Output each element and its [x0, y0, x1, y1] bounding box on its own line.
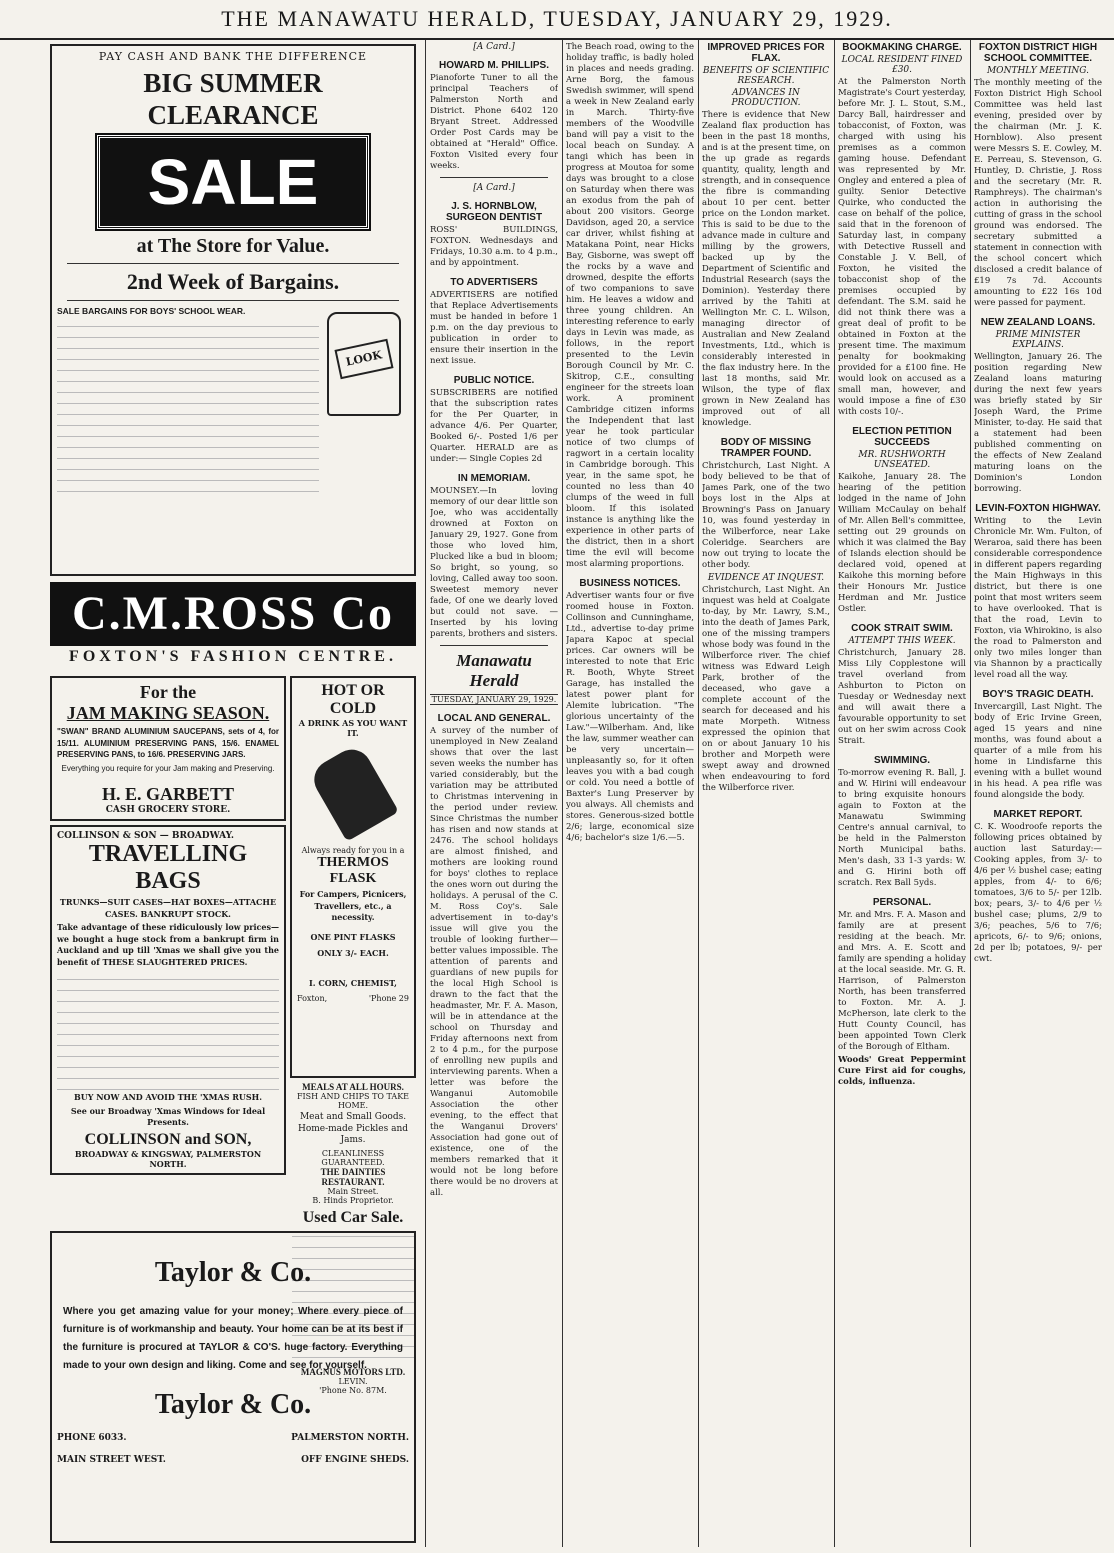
dainties-h1: MEALS AT ALL HOURS. — [302, 1082, 404, 1092]
corn-ready: Always ready for you in a — [301, 846, 405, 855]
school-committee-sub: MONTHLY MEETING. — [986, 66, 1090, 76]
collinson-see: See our Broadway 'Xmas Windows for Ideal Presents. — [70, 1105, 266, 1127]
bookmaking-sub: LOCAL RESIDENT FINED £30. — [841, 55, 963, 75]
garbett-l2: JAM MAKING SEASON. — [66, 703, 270, 723]
bookmaking-head: BOOKMAKING CHARGE. — [842, 42, 962, 53]
ad-column — [48, 40, 418, 1547]
ross-top: PAY CASH AND BANK THE DIFFERENCE — [98, 50, 368, 63]
paper-nameplate: Manawatu Herald — [456, 651, 532, 690]
nz-loans-body: Wellington, January 26. The position regarding New Zealand loans maturing during the next few years was briefly stated by Sir Joseph Ward, the Prime Minister, to-day. He said that a statement had been published commenting on the effects of New Zealand maturing loans on the Dominion's London borrowing. — [974, 352, 1102, 494]
column-3 — [430, 40, 558, 1547]
inquest-head: EVIDENCE AT INQUEST. — [707, 573, 825, 583]
collinson-sub: TRUNKS—SUIT CASES—HAT BOXES—ATTACHE CASES. BANKRUPT STOCK. — [59, 897, 277, 919]
corn-ad — [290, 676, 416, 1078]
taylor-body: Where you get amazing value for your money; Where every piece of furniture is of workmanship and beauty. Your home can be at its best if the furniture is procured at TAYLOR & CO'S. huge factory. Everything made to your own design and liking. Come and see for yourself. — [63, 1306, 403, 1371]
highway-head: LEVIN-FOXTON HIGHWAY. — [975, 503, 1101, 514]
bargains-list — [57, 317, 319, 497]
personal-head: PERSONAL. — [872, 897, 932, 908]
garbett-ad — [50, 676, 286, 821]
usedcar-levin: LEVIN. — [338, 1376, 368, 1386]
personal-body: Mr. and Mrs. F. A. Mason and family are at present residing at the beach. Mr. and Mrs. A. E. Scott and family are spending a holiday at the local seaside. Mr. G. R. Harrison, of Palmerston North, has been transferred to Foxton. Mr. A. J. McPherson, late clerk to the Hutt County Council, has been appointed Town Clerk of the Borough of Eltham. — [838, 910, 966, 1052]
phillips-head: HOWARD M. PHILLIPS. — [439, 60, 549, 71]
dainties-prop: B. Hinds Proprietor. — [312, 1195, 394, 1205]
usedcar-magnus: MAGNUS MOTORS LTD. — [300, 1366, 406, 1377]
corn-flask: THERMOS FLASK — [317, 855, 389, 886]
dainties-main: Main Street. — [327, 1186, 379, 1196]
advertisers-body: ADVERTISERS are notified that Replace Advertisements must be handed in before 1 p.m. on the day previous to publication in order to ensure their insertion in the next issue. — [430, 290, 558, 366]
taylor-st: MAIN STREET WEST. — [57, 1455, 166, 1465]
business-notices-body: Advertiser wants four or five roomed house in Foxton. Collinson and Cunninghame, Ltd., advertise to-day prime Japara Kapoc at special prices. Car owners will be interested to note that Eric R. Booth, Whyte Street Garage, has installed the latest power plant for Alemite lubrication. "The glorious uncertainty of the Law."—Wilberham. And, like the law, summer weather can be very uncertain—unpleasantly so, for it often leaves you with a bad cough or cold. You need a bottle of Baxter's Lung Preserver by you always. All chemists and stores. Generous-sized bottle 2/6; large, economical size 4/6; bachelor's size 1/6.—5. — [566, 591, 694, 843]
memoriam-head: IN MEMORIAM. — [457, 473, 531, 484]
public-notice-body: SUBSCRIBERS are notified that the subscription rates for the Per Quarter, in advance 4/6. Per Quarter, Booked 6/-. Posted 1/6 per Quarter. HERALD are as under:— Single Copies 2d — [430, 388, 558, 464]
hornblow-body: ROSS' BUILDINGS, FOXTON. Wednesdays and Fridays, 10.30 a.m. to 4 p.m., and by appointment. — [430, 225, 558, 268]
phillips-body: Pianoforte Tuner to all the principal Teachers of Palmerston North and District. Phone 6402 120 Bryant Street. Addressed Order Post Cards may be obtained at "Herald" Office. Foxton Visited every four weeks. — [430, 73, 558, 171]
paper-date: TUESDAY, JANUARY 29, 1929. — [431, 695, 557, 704]
taylor-sheds: OFF ENGINE SHEDS. — [301, 1455, 409, 1465]
flax-body: There is evidence that New Zealand flax production has been in the past 18 months, and is at the present time, on the up grade as regards quantity, quality, length and strength, and in consequence the fibre is commanding about 10 per cent. better price on the London market. This is said to be due to the advance made in culture and milling by the growers, backed up by the Department of Scientific and Industrial Research (says the Dominion). Yesterday there arrived by the Tahiti at Wellington Mr. C. L. Wilson, managing director of Australian and New Zealand Investments, Ltd., which is considerably interested in the flax industry here. In the last 18 months, said Mr. Wilson, the type of flax grown in New Zealand has improved out of all knowledge. — [702, 110, 830, 428]
look-boy-illustration — [327, 312, 401, 416]
swimming-head: SWIMMING. — [873, 755, 931, 766]
column-5 — [702, 40, 830, 1547]
taylor-phone: PHONE 6033. — [57, 1433, 127, 1443]
tragic-death-head: BOY'S TRAGIC DEATH. — [982, 689, 1094, 700]
corn-foxton: Foxton, — [297, 993, 328, 1003]
taylor-pn: PALMERSTON NORTH. — [291, 1433, 409, 1443]
cook-strait-head: COOK STRAIT SWIM. — [851, 623, 953, 634]
dainties-name: THE DAINTIES RESTAURANT. — [320, 1166, 386, 1187]
school-committee-body: The monthly meeting of the Foxton District High School Committee was held last evening, presided over by the chairman (Mr. J. K. Hornblow). Also present were Messrs S. E. Cowley, M. E. Perreau, S. Stevenson, G. Huntley, D. Christie, J. Ross and the secretary (Mr. R. Ramphreys). The chairman's action in authorising the cutting of grass in the school ground was endorsed. The secretary submitted a statement in connection with the school concert which disclosed a credit balance of £19 7s 7d. Accounts amounting to £22 16s 10d were passed for payment. — [974, 78, 1102, 308]
corn-h2: A DRINK AS YOU WANT IT. — [298, 718, 408, 738]
taylor-name-1: Taylor & Co. — [154, 1257, 312, 1288]
garbett-l1: For the — [139, 682, 197, 702]
card-1: [A Card.] — [473, 42, 515, 52]
public-notice-head: PUBLIC NOTICE. — [453, 375, 535, 386]
petition-sub: MR. RUSHWORTH UNSEATED. — [858, 450, 946, 470]
collinson-name: COLLINSON and SON, — [84, 1130, 252, 1148]
garbett-req: Everything you require for your Jam making and Preserving. — [61, 763, 275, 773]
collinson-body: Take advantage of these ridiculously low prices—we bought a huge stock from a bankrupt firm in Auckland and up till 'Xmas we shall give you the benefit of THESE SLAUGHTERED PRICES. — [57, 922, 279, 967]
corn-chemist: I. CORN, CHEMIST, — [309, 977, 397, 988]
market-report-body: C. K. Woodroofe reports the following prices obtained by auction last Saturday:—Cooking apples, from 3/- to 4/6 per ½ bushel case; eating apples, from 4/- to 6/6; tomatoes, 3/6 to 5/- per 12lb. box; pears, 3/- to 4/6 per ½ bushel case; plums, 2/9 to 3/6; peaches, 5/6 to 7/6; apricots, 6/- to 9/6; onions, 2d per lb; potatoes, 9/- per cwt. — [974, 822, 1102, 964]
ross-centre: FOXTON'S FASHION CENTRE. — [69, 648, 397, 665]
advertisers-head: TO ADVERTISERS — [450, 277, 538, 288]
memoriam-body: MOUNSEY.—In loving memory of our dear little son Joe, who was accidentally drowned at Foxton on January 29, 1927. Gone from those who loved him, Plucked like a bud in bloom; So bright, so young, so loving, Called away too soon. Sweetest memory never fade, Of one we dearly loved but could not save. —Inserted by his loving parents, brothers and sisters. — [430, 486, 558, 639]
inquest-body: Christchurch, Last Night. An inquest was held at Coalgate to-day, by Mr. Lawry, S.M., into the death of James Park, one of the missing trampers whose body was found in the Wilberforce river. The chief witness was Edward Leigh Park, brother of the deceased, who gave a complete account of the search for deceased and his mate Morpeth. Witness expressed the opinion that on or about January 10 his brother and Morpeth were swept away and drowned when endeavouring to ford the Wilberforce river. — [702, 585, 830, 793]
hornblow-head: J. S. HORNBLOW, SURGEON DENTIST — [445, 201, 543, 223]
market-report-head: MARKET REPORT. — [993, 809, 1083, 820]
flax-sub-1: BENEFITS OF SCIENTIFIC RESEARCH. — [702, 66, 830, 86]
petition-body: Kaikohe, January 28. The hearing of the petition lodged in the name of John William McCaulay on behalf of Mr. Allen Bell's committee, setting out 29 grounds on which it was claimed the Bay of Islands election should be declared void, opened at Kaikohe this morning before their Honours Mr. Justice Herdman and Mr. Justice Ostler. — [838, 472, 966, 614]
sale-banner: SALE — [97, 135, 369, 229]
collinson-ad — [50, 825, 286, 1175]
garbett-name: H. E. GARBETT — [101, 784, 235, 804]
masthead — [0, 0, 1114, 40]
flax-sub-2: ADVANCES IN PRODUCTION. — [731, 88, 801, 108]
business-notices-head: BUSINESS NOTICES. — [579, 578, 681, 589]
nz-loans-sub: PRIME MINISTER EXPLAINS. — [995, 330, 1081, 350]
masthead-title: THE MANAWATU HERALD, TUESDAY, JANUARY 29, 1929. — [221, 6, 893, 31]
highway-body: Writing to the Levin Chronicle Mr. Wm. Fulton, of Weraroa, said there has been considerable correspondence in different papers regarding the Main Highways in this district, but there is one point that most writers seem to have overlooked. That is that the road, Levin to Foxton, via Whirokino, is also the road to Palmerston and only two miles longer than via Shannon by a practically level road all the way. — [974, 516, 1102, 680]
ross-store: at The Store for Value. — [136, 235, 330, 257]
ross-sale-ad — [50, 44, 416, 576]
taylor-ad — [50, 1231, 416, 1543]
look-sign: LOOK — [334, 339, 393, 380]
thermos-flask-illustration — [307, 742, 399, 841]
column-4 — [566, 40, 694, 1547]
collinson-addr: BROADWAY & KINGSWAY, PALMERSTON NORTH. — [74, 1148, 262, 1169]
ross-logo — [50, 582, 416, 666]
col4-news-body: The Beach road, owing to the holiday traffic, is badly holed in places and needs grading. Arne Borg, the famous Swedish swimmer, will spend a week in New Zealand early in March. Thirty-five members of the Woodville band will pay a visit to the local beach on Sunday. A tangi which has been in progress at Moutoa for some days was brought to a close on Saturday when there was an exodus from the pah of about 200 visitors. George Davidson, aged 20, a service car driver, whilst fishing at Matakana Point, near Hicks Bay, Gisborne, was swept off the rocks by a wave and drowned, despite the efforts of two companions to save him. He leaves a widow and three young children. An interesting reference to early days in Levin was made, as follows, in the report presented to the Levin Borough Council by Mr. C. Skitrop, C.E., consulting engineer for the streets loan work. A prominent Cambridge citizen informs the Independent that last year he took particular notice of two clumps of ragwort in a certain locality in Cambridge borough. This year, in the same spot, he counted no less than 40 clumps of the weed in full bloom. If this isolated instance is anything like the experience in other parts of the district, then in a short time the evil will become most alarming proportions. — [566, 42, 694, 569]
bargains-head: SALE BARGAINS FOR BOYS' SCHOOL WEAR. — [57, 306, 246, 316]
cook-strait-sub: ATTEMPT THIS WEEK. — [848, 636, 956, 646]
woods-ad: Woods' Great Peppermint Cure First aid for coughs, colds, influenza. — [838, 1055, 966, 1087]
collinson-prices — [57, 970, 279, 1090]
garbett-store: CASH GROCERY STORE. — [105, 805, 231, 815]
corn-h1: HOT OR COLD — [321, 682, 385, 717]
taylor-name-2: Taylor & Co. — [154, 1389, 312, 1420]
bookmaking-body: At the Palmerston North Magistrate's Court yesterday, before Mr. J. L. Stout, S.M., Darcy Ball, hairdresser and tobacconist, of Foxton, was charged with using his premises as a common gaming house. Defendant was represented by Mr. Ongley and entered a plea of guilty. Senior Detective Quirke, who conducted the case on behalf of the police, said that in the forenoon of Saturday last, in company with Detective Russell and Constable J. V. Bell, of Foxton, he visited the tobacconist shop of the premises occupied by defendant. The S.M. said he did not think there was a great deal of profit to be obtained in Foxton at the present time. The maximum penalty for bookmaking provided for a £100 fine. He would look on accused as a small man, however, and would impose a fine of £30 with costs 10/-. — [838, 77, 966, 417]
tramper-body: Christchurch, Last Night. A body believed to be that of James Park, one of the two boys lost in the Alps at Browning's Pass on January 10, was found yesterday in the Wilberforce, near Lake Coleridge. Searchers are now out trying to locate the other body. — [702, 461, 830, 570]
cook-strait-body: Christchurch, January 28. Miss Lily Copplestone will travel overland from Ashburton to Picton on Tuesday or Wednesday next and will await there a favourable opportunity to set out on her swim across Cook Strait. — [838, 648, 966, 746]
school-committee-head: FOXTON DISTRICT HIGH SCHOOL COMMITTEE. — [978, 42, 1098, 64]
local-general-body: A survey of the number of unemployed in New Zealand shows that over the last seven weeks the number has varied considerably, but the variation may be attributed to Christmas intervening in the period under review. Since Christmas the number has risen and now stands at 2476. The school holidays are almost finished, and mothers are looking round for boys' clothes to replace the ones worn out during the holidays. A perusal of the C. M. Ross Coy's. Sale advertisement in to-day's issue will give you the trouble of looking further—better values impossible. The attention of parents and guardians of new pupils for the local High School is drawn to the fact that the headmaster, Mr. F. A. Mason, will be in attendance at the school on Thursday and Friday afternoons next from 2 to 4 p.m., for the purpose of enrolling new pupils and interviewing parents. When a letter was before the Wanganui Automobile Association the other evening, to the effect that the Wanganui Drovers' Association had gone out of existence, one of the members remarked that it would not be long before there would be no drovers at all. — [430, 726, 558, 1198]
column-6 — [838, 40, 966, 1547]
nz-loans-head: NEW ZEALAND LOANS. — [980, 317, 1096, 328]
dainties-h2: FISH AND CHIPS TO TAKE HOME. — [296, 1092, 410, 1110]
garbett-items: "SWAN" BRAND ALUMINIUM SAUCEPANS, sets of 4, for 15/11. ALUMINIUM PRESERVING PANS, 15/6. ENAMEL PRESERVING PANS, to 16/6. PRESERVING JARS. — [57, 727, 279, 759]
local-general-head: LOCAL AND GENERAL. — [437, 713, 551, 724]
collinson-title: TRAVELLING BAGS — [88, 841, 248, 894]
usedcar-title: Used Car Sale. — [302, 1208, 404, 1226]
corn-price: ONLY 3/- EACH. — [317, 947, 389, 958]
swimming-body: To-morrow evening R. Ball, J. and W. Hirini will endeavour to bring exquisite honours again to Foxton at the Manawatu Swimming Centre's annual carnival, to be held in the Palmerston North Municipal baths. Men's dash, 33 1-3 yards: W. and G. Hirini both off scratch. Rex Ball 5yds. — [838, 768, 966, 888]
petition-head: ELECTION PETITION SUCCEEDS — [852, 426, 952, 448]
collinson-buy: BUY NOW AND AVOID THE 'XMAS RUSH. — [73, 1092, 263, 1102]
ross-week: 2nd Week of Bargains. — [126, 269, 340, 294]
column-7 — [974, 40, 1102, 1547]
corn-phone: 'Phone 29 — [368, 993, 409, 1003]
corn-pint: ONE PINT FLASKS — [310, 931, 396, 942]
dainties-clean: CLEANLINESS GUARANTEED. — [321, 1148, 385, 1167]
ross-title: BIG SUMMER CLEARANCE — [143, 68, 323, 130]
dainties-ad — [292, 1082, 414, 1205]
ross-logo-text: C.M.ROSS Co — [50, 582, 416, 646]
corn-for: For Campers, Picnicers, Travellers, etc., a necessity. — [299, 889, 407, 922]
collinson-top: COLLINSON & SON — BROADWAY. — [57, 831, 235, 841]
tragic-death-body: Invercargill, Last Night. The body of Eric Irvine Green, aged 15 years and nine months, was found about a quarter of a mile from his home in Lindisfarne this evening with a bullet wound in his head. A pea rifle was found alongside the body. — [974, 702, 1102, 800]
tramper-head: BODY OF MISSING TRAMPER FOUND. — [720, 437, 812, 459]
card-2: [A Card.] — [473, 183, 515, 193]
usedcar-phone: 'Phone No. 87M. — [319, 1385, 387, 1395]
flax-head: IMPROVED PRICES FOR FLAX. — [707, 42, 825, 64]
dainties-meat: Meat and Small Goods. Home-made Pickles and Jams. — [297, 1112, 409, 1145]
